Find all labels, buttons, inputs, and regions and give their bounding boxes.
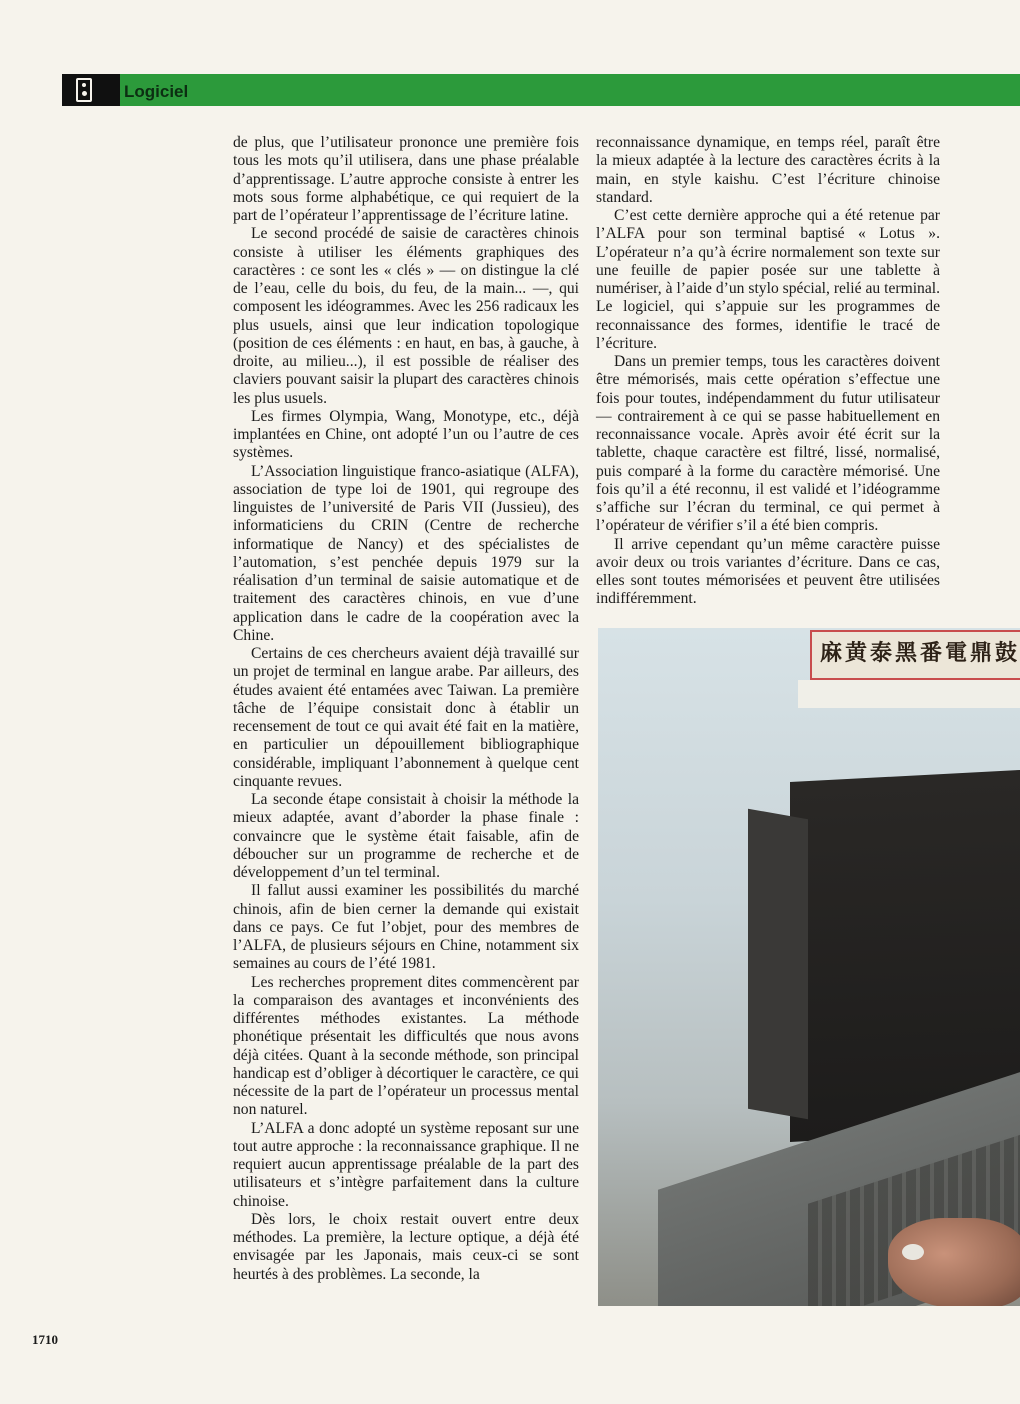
paragraph: Il fallut aussi examiner les possibilités du marché chinois, afin de bien cerner la demande qui existait dans ce pays. Ce fut l’objet, pour des membres de l’ALFA, de plusieurs séjours en Chine, notamment six semaines au cours de l’été 1981. (233, 882, 579, 973)
section-header-band (62, 74, 1020, 106)
paragraph: C’est cette dernière approche qui a été retenue par l’ALFA pour son terminal baptisé « Lotus ». L’opérateur n’a qu’à écrire normalement son texte sur une feuille de papier posée sur une tablette à numériser, à l’aide d’un stylo spécial, relié au terminal. Le logiciel, qui s’appuie sur les programmes de reconnaissance des formes, identifie le tracé de l’écriture. (596, 207, 940, 352)
chinese-characters-sign: 麻黄泰黑番電鼎鼓 (810, 630, 1020, 680)
paragraph: Le second procédé de saisie de caractères chinois consiste à utiliser les éléments graphiques des caractères : ce sont les « clés » — on distingue la clé de l’eau, celle du bois, du feu, de la main... —, qui composent les idéogrammes. Avec les 256 radicaux les plus usuels, ainsi que leur indication topologique (position de ces éléments : en haut, en bas, à gauche, à droite, au milieu...), il est possible de réaliser des claviers pouvant saisir la plupart des caractères chinois les plus usuels. (233, 225, 579, 407)
page-number: 1710 (32, 1332, 58, 1347)
paragraph: L’Association linguistique franco-asiatique (ALFA), association de type loi de 1901, qui regroupe des linguistes de l’université de Paris VII (Jussieu), des informaticiens du CRIN (Centre de recherche informatique de Nancy) et des spécialistes de l’automation, s’est penchée depuis 1979 sur la réalisation d’un terminal de saisie automatique et de traitement des caractères chinois, en vue d’une application dans le cadre de la coopération avec la Chine. (233, 462, 579, 644)
section-title: Logiciel (124, 82, 189, 101)
paragraph: reconnaissance dynamique, en temps réel, paraît être la mieux adaptée à la lecture des caractères écrits à la main, en style kaishu. C’est l’écriture chinoise standard. (596, 134, 940, 206)
paragraph: Dans un premier temps, tous les caractères doivent être mémorisés, mais cette opération s’effectue une fois pour toutes, indépendamment du futur utilisateur — contrairement à ce qui se passe habituellement en reconnaissance vocale. Après avoir été écrit sur la tablette, chaque caractère est filtré, lissé, normalisé, puis comparé à la forme du caractère mémorisé. Une fois qu’il a été reconnu, il est validé et l’idéogramme s’affiche sur l’écran du terminal, ce qui permet à l’opérateur de vérifier s’il a été bien compris. (596, 353, 940, 535)
paragraph: Il arrive cependant qu’un même caractère puisse avoir deux ou trois variantes d’écriture. Dans ce cas, elles sont toutes mémorisées et peuvent être utilisées indifféremment. (596, 535, 940, 608)
monitor-side (748, 809, 808, 1120)
paragraph: La seconde étape consistait à choisir la méthode la mieux adaptée, avant d’aborder la phase finale : convaincre que le système était faisable, afin de déboucher sur un programme de recherche et de développement d’un tel terminal. (233, 791, 579, 881)
paragraph: Les firmes Olympia, Wang, Monotype, etc., déjà implantées en Chine, ont adopté l’un ou l’autre de ces systèmes. (233, 407, 579, 462)
article-column-left (233, 134, 579, 1284)
paragraph: Dès lors, le choix restait ouvert entre deux méthodes. La première, la lecture optique, a déjà été envisagée par les Japonais, mais ceux-ci se sont heurtés à des problèmes. La seconde, la (233, 1210, 579, 1283)
paragraph: Certains de ces chercheurs avaient déjà travaillé sur un projet de terminal en langue arabe. Par ailleurs, des études avaient été entamées avec Taiwan. La première tâche de l’équipe consistait donc à établir un recensement de tout ce qui avait été fait en la matière, en particulier un dépouillement bibliographique considérable, impliquant l’abonnement à quelque cent cinquante revues. (233, 645, 579, 790)
floppy-disk-icon (62, 74, 120, 106)
paragraph: Les recherches proprement dites commencèrent par la comparaison des avantages et inconvénients des différentes méthodes existantes. La méthode phonétique présentait les difficultés que nous avons déjà citées. Quant à la seconde méthode, son principal handicap est d’obliger à décortiquer le caractère, ce qui nécessite de la part de l’opérateur un processus mental non naturel. (233, 973, 579, 1119)
sign-strip (798, 680, 1020, 708)
hand-ring (902, 1244, 924, 1260)
terminal-photo (598, 628, 1020, 1306)
paragraph: L’ALFA a donc adopté un système reposant sur une tout autre approche : la reconnaissance graphique. Il ne requiert aucun apprentissage préalable de la part des utilisateurs et s’intègre parfaitement dans la culture chinoise. (233, 1119, 579, 1210)
paragraph: de plus, que l’utilisateur prononce une première fois tous les mots qu’il utilisera, dans une phase préalable d’apprentissage. L’autre approche consiste à entrer les mots sous forme alphabétique, ce qui requiert de la part de l’opérateur l’apprentissage de l’écriture latine. (233, 134, 579, 224)
floppy-disk-shape (76, 78, 92, 102)
article-column-right (596, 134, 940, 609)
operator-hand (888, 1218, 1020, 1306)
